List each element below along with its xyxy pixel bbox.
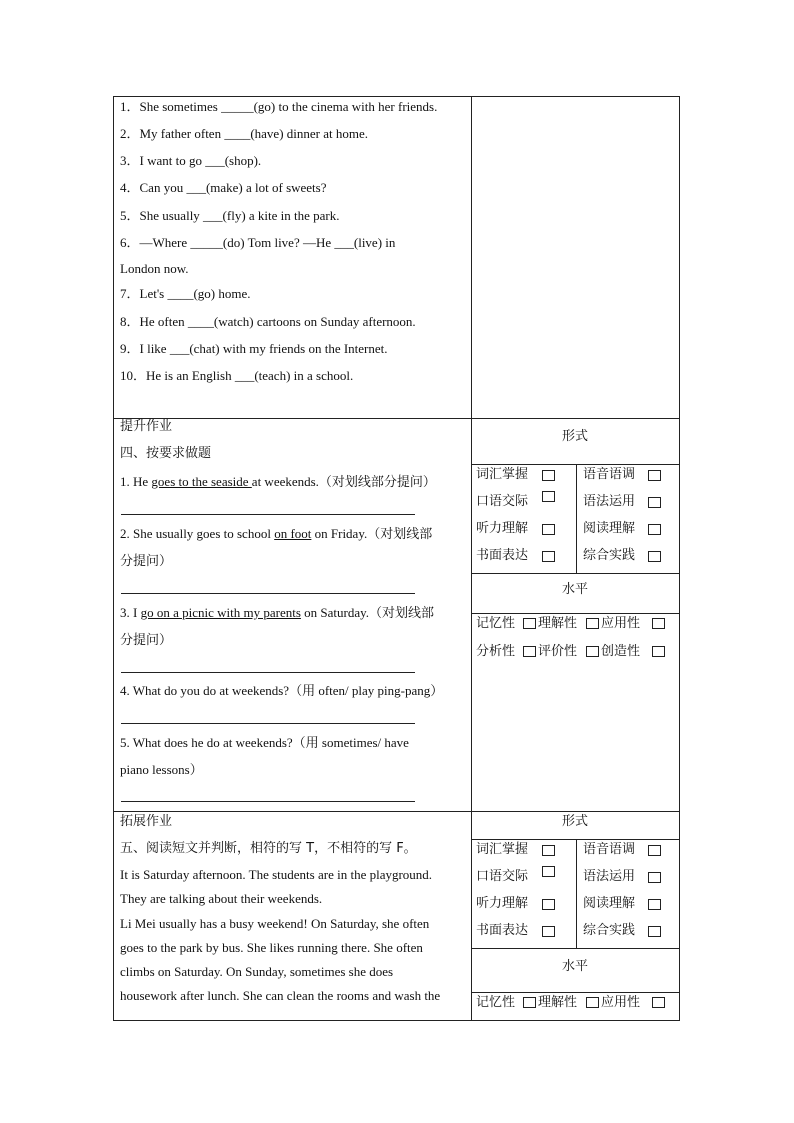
skill-label: 综合实践 bbox=[583, 548, 636, 563]
skill-label: 词汇掌握 bbox=[476, 842, 529, 857]
skill-checkbox[interactable] bbox=[542, 470, 555, 481]
skill-checkbox[interactable] bbox=[648, 524, 661, 535]
skill-checkbox[interactable] bbox=[542, 845, 555, 856]
skill-checkbox[interactable] bbox=[648, 899, 661, 910]
question-5: 5. What does he do at weekends?（用 sometimes/ have bbox=[120, 735, 409, 750]
homework-table bbox=[113, 96, 680, 1021]
skill-label: 语音语调 bbox=[583, 842, 636, 857]
skill-checkbox[interactable] bbox=[648, 872, 661, 883]
answer-line[interactable] bbox=[121, 672, 415, 673]
skill-checkbox[interactable] bbox=[542, 899, 555, 910]
question-3: 3. I go on a picnic with my parents on Saturday.（对划线部 bbox=[120, 605, 435, 620]
exercise-item: 1．She sometimes _____(go) to the cinema with her friends. bbox=[120, 99, 438, 114]
skill-label: 听力理解 bbox=[476, 521, 529, 536]
exercise-item: 5．She usually ___(fly) a kite in the park. bbox=[120, 208, 340, 223]
form-header-divider bbox=[471, 839, 679, 840]
answer-line[interactable] bbox=[121, 514, 415, 515]
exercise-item: 8．He often ____(watch) cartoons on Sunday afternoon. bbox=[120, 314, 416, 329]
level-checkbox[interactable] bbox=[652, 618, 665, 629]
level-checkbox[interactable] bbox=[523, 646, 536, 657]
skill-checkbox[interactable] bbox=[542, 866, 555, 877]
exercise-item: 7．Let's ____(go) home. bbox=[120, 286, 251, 301]
skill-checkbox[interactable] bbox=[648, 926, 661, 937]
skill-label: 口语交际 bbox=[476, 869, 529, 884]
level-label: 水平 bbox=[561, 959, 588, 974]
skill-checkbox[interactable] bbox=[542, 491, 555, 502]
section-title: 提升作业 bbox=[120, 419, 173, 434]
skill-label: 阅读理解 bbox=[583, 521, 636, 536]
exercise-item: 9．I like ___(chat) with my friends on the Internet. bbox=[120, 341, 388, 356]
column-divider bbox=[471, 97, 472, 1020]
skill-checkbox[interactable] bbox=[648, 551, 661, 562]
form-label: 形式 bbox=[561, 814, 588, 829]
skill-label: 综合实践 bbox=[583, 923, 636, 938]
question-3-continued: 分提问） bbox=[120, 632, 173, 647]
skill-label: 语法运用 bbox=[583, 494, 636, 509]
form-header-divider bbox=[471, 464, 679, 465]
question-2-continued: 分提问） bbox=[120, 553, 173, 568]
skill-checkbox[interactable] bbox=[542, 551, 555, 562]
passage-line: It is Saturday afternoon. The students are in the playground. bbox=[120, 867, 433, 882]
level-option: 理解性 bbox=[538, 995, 578, 1010]
skill-label: 口语交际 bbox=[476, 494, 529, 509]
level-option: 创造性 bbox=[601, 644, 641, 659]
level-checkbox[interactable] bbox=[523, 997, 536, 1008]
level-option: 分析性 bbox=[476, 644, 516, 659]
skill-checkbox[interactable] bbox=[542, 524, 555, 535]
row-divider bbox=[114, 418, 679, 419]
level-checkbox[interactable] bbox=[523, 618, 536, 629]
skill-label: 听力理解 bbox=[476, 896, 529, 911]
section-title: 拓展作业 bbox=[120, 814, 173, 829]
exercise-item: 10．He is an English ___(teach) in a school. bbox=[120, 368, 354, 383]
level-option: 记忆性 bbox=[476, 995, 516, 1010]
question-4: 4. What do you do at weekends?（用 often/ play ping-pang） bbox=[120, 683, 444, 698]
level-option: 记忆性 bbox=[476, 616, 516, 631]
form-label: 形式 bbox=[561, 429, 588, 444]
exercise-item: 4．Can you ___(make) a lot of sweets? bbox=[120, 180, 327, 195]
level-option: 应用性 bbox=[601, 616, 641, 631]
question-1: 1. He goes to the seaside at weekends.（对划线部分提问） bbox=[120, 474, 436, 489]
level-option: 应用性 bbox=[601, 995, 641, 1010]
section-heading: 四、按要求做题 bbox=[120, 446, 212, 461]
level-option: 评价性 bbox=[538, 644, 578, 659]
level-checkbox[interactable] bbox=[652, 997, 665, 1008]
question-5-continued: piano lessons） bbox=[120, 762, 203, 777]
level-header-divider bbox=[471, 613, 679, 614]
skills-col-divider bbox=[576, 839, 577, 948]
level-checkbox[interactable] bbox=[586, 646, 599, 657]
skill-label: 书面表达 bbox=[476, 548, 529, 563]
skill-label: 词汇掌握 bbox=[476, 467, 529, 482]
answer-line[interactable] bbox=[121, 801, 415, 802]
passage-line: goes to the park by bus. She likes running there. She often bbox=[120, 940, 423, 955]
passage-line: climbs on Saturday. On Sunday, sometimes she does bbox=[120, 964, 394, 979]
level-option: 理解性 bbox=[538, 616, 578, 631]
answer-line[interactable] bbox=[121, 723, 415, 724]
skills-divider bbox=[471, 573, 679, 574]
question-2: 2. She usually goes to school on foot on Friday.（对划线部 bbox=[120, 526, 433, 541]
exercise-item-continued: London now. bbox=[120, 261, 189, 276]
answer-line[interactable] bbox=[121, 593, 415, 594]
level-checkbox[interactable] bbox=[586, 997, 599, 1008]
skill-checkbox[interactable] bbox=[648, 470, 661, 481]
skill-label: 阅读理解 bbox=[583, 896, 636, 911]
exercise-item: 2．My father often ____(have) dinner at home. bbox=[120, 126, 369, 141]
skills-divider bbox=[471, 948, 679, 949]
row-divider bbox=[114, 811, 679, 812]
skill-label: 书面表达 bbox=[476, 923, 529, 938]
exercise-item: 3．I want to go ___(shop). bbox=[120, 153, 262, 168]
level-checkbox[interactable] bbox=[586, 618, 599, 629]
passage-line: Li Mei usually has a busy weekend! On Saturday, she often bbox=[120, 916, 430, 931]
skill-checkbox[interactable] bbox=[648, 497, 661, 508]
level-header-divider bbox=[471, 992, 679, 993]
section-heading: 五、阅读短文并判断，相符的写 T，不相符的写 F。 bbox=[120, 841, 417, 856]
skill-checkbox[interactable] bbox=[542, 926, 555, 937]
skill-checkbox[interactable] bbox=[648, 845, 661, 856]
level-checkbox[interactable] bbox=[652, 646, 665, 657]
skill-label: 语音语调 bbox=[583, 467, 636, 482]
skills-col-divider bbox=[576, 464, 577, 573]
level-label: 水平 bbox=[561, 582, 588, 597]
passage-line: They are talking about their weekends. bbox=[120, 891, 323, 906]
exercise-item: 6．—Where _____(do) Tom live? —He ___(live) in bbox=[120, 235, 396, 250]
passage-line: housework after lunch. She can clean the rooms and wash the bbox=[120, 988, 441, 1003]
skill-label: 语法运用 bbox=[583, 869, 636, 884]
